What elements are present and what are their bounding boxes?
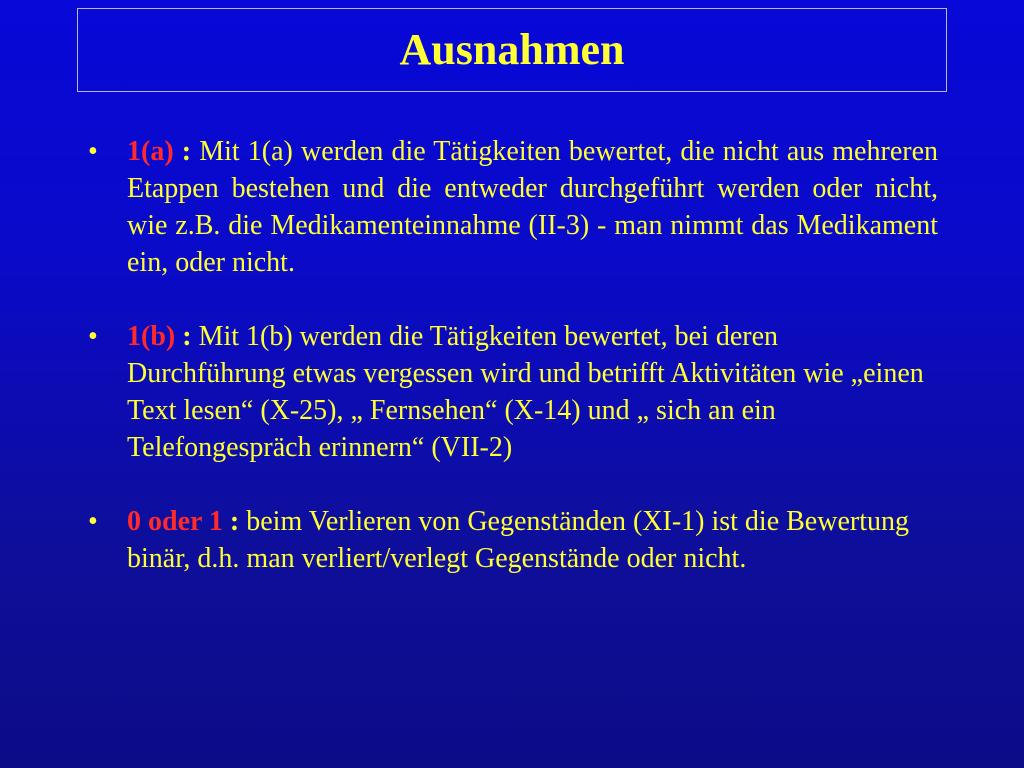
title-frame <box>77 8 947 92</box>
bullet-dot-icon: • <box>88 506 98 537</box>
bullet-item-1a <box>88 133 938 281</box>
bullet-separator: : <box>222 506 247 537</box>
bullet-list <box>88 133 938 577</box>
bullet-item-0-oder-1 <box>88 503 938 577</box>
bullet-dot-icon: • <box>88 321 98 352</box>
bullet-text: beim Verlieren von Gegenständen (XI-1) ist die Bewertung binär, d.h. man verliert/verlegt Gegenstände oder nicht. <box>127 506 909 574</box>
bullet-item-1b <box>88 318 938 466</box>
slide-title: Ausnahmen <box>399 25 625 74</box>
bullet-text: Mit 1(a) werden die Tätigkeiten bewertet, die nicht aus mehreren Etappen bestehen und die entweder durchgeführt werden oder nicht, wie z.B. die Medikamenteinnahme (II-3) - man nimmt das Medikament ein, oder nicht. <box>127 136 938 278</box>
bullet-term: 1(b) <box>127 321 176 352</box>
bullet-text: Mit 1(b) werden die Tätigkeiten bewertet, bei deren Durchführung etwas vergessen wird und betrifft Aktivitäten wie „einen Text lesen“ (X-25), „ Fernsehen“ (X-14) und „ sich an ein Telefongespräch erinnern“ (VII-2) <box>127 321 924 463</box>
bullet-separator: : <box>173 136 200 167</box>
bullet-term: 1(a) <box>127 136 174 167</box>
bullet-dot-icon: • <box>88 136 98 167</box>
bullet-separator: : <box>175 321 199 352</box>
bullet-term: 0 oder 1 <box>127 506 223 537</box>
